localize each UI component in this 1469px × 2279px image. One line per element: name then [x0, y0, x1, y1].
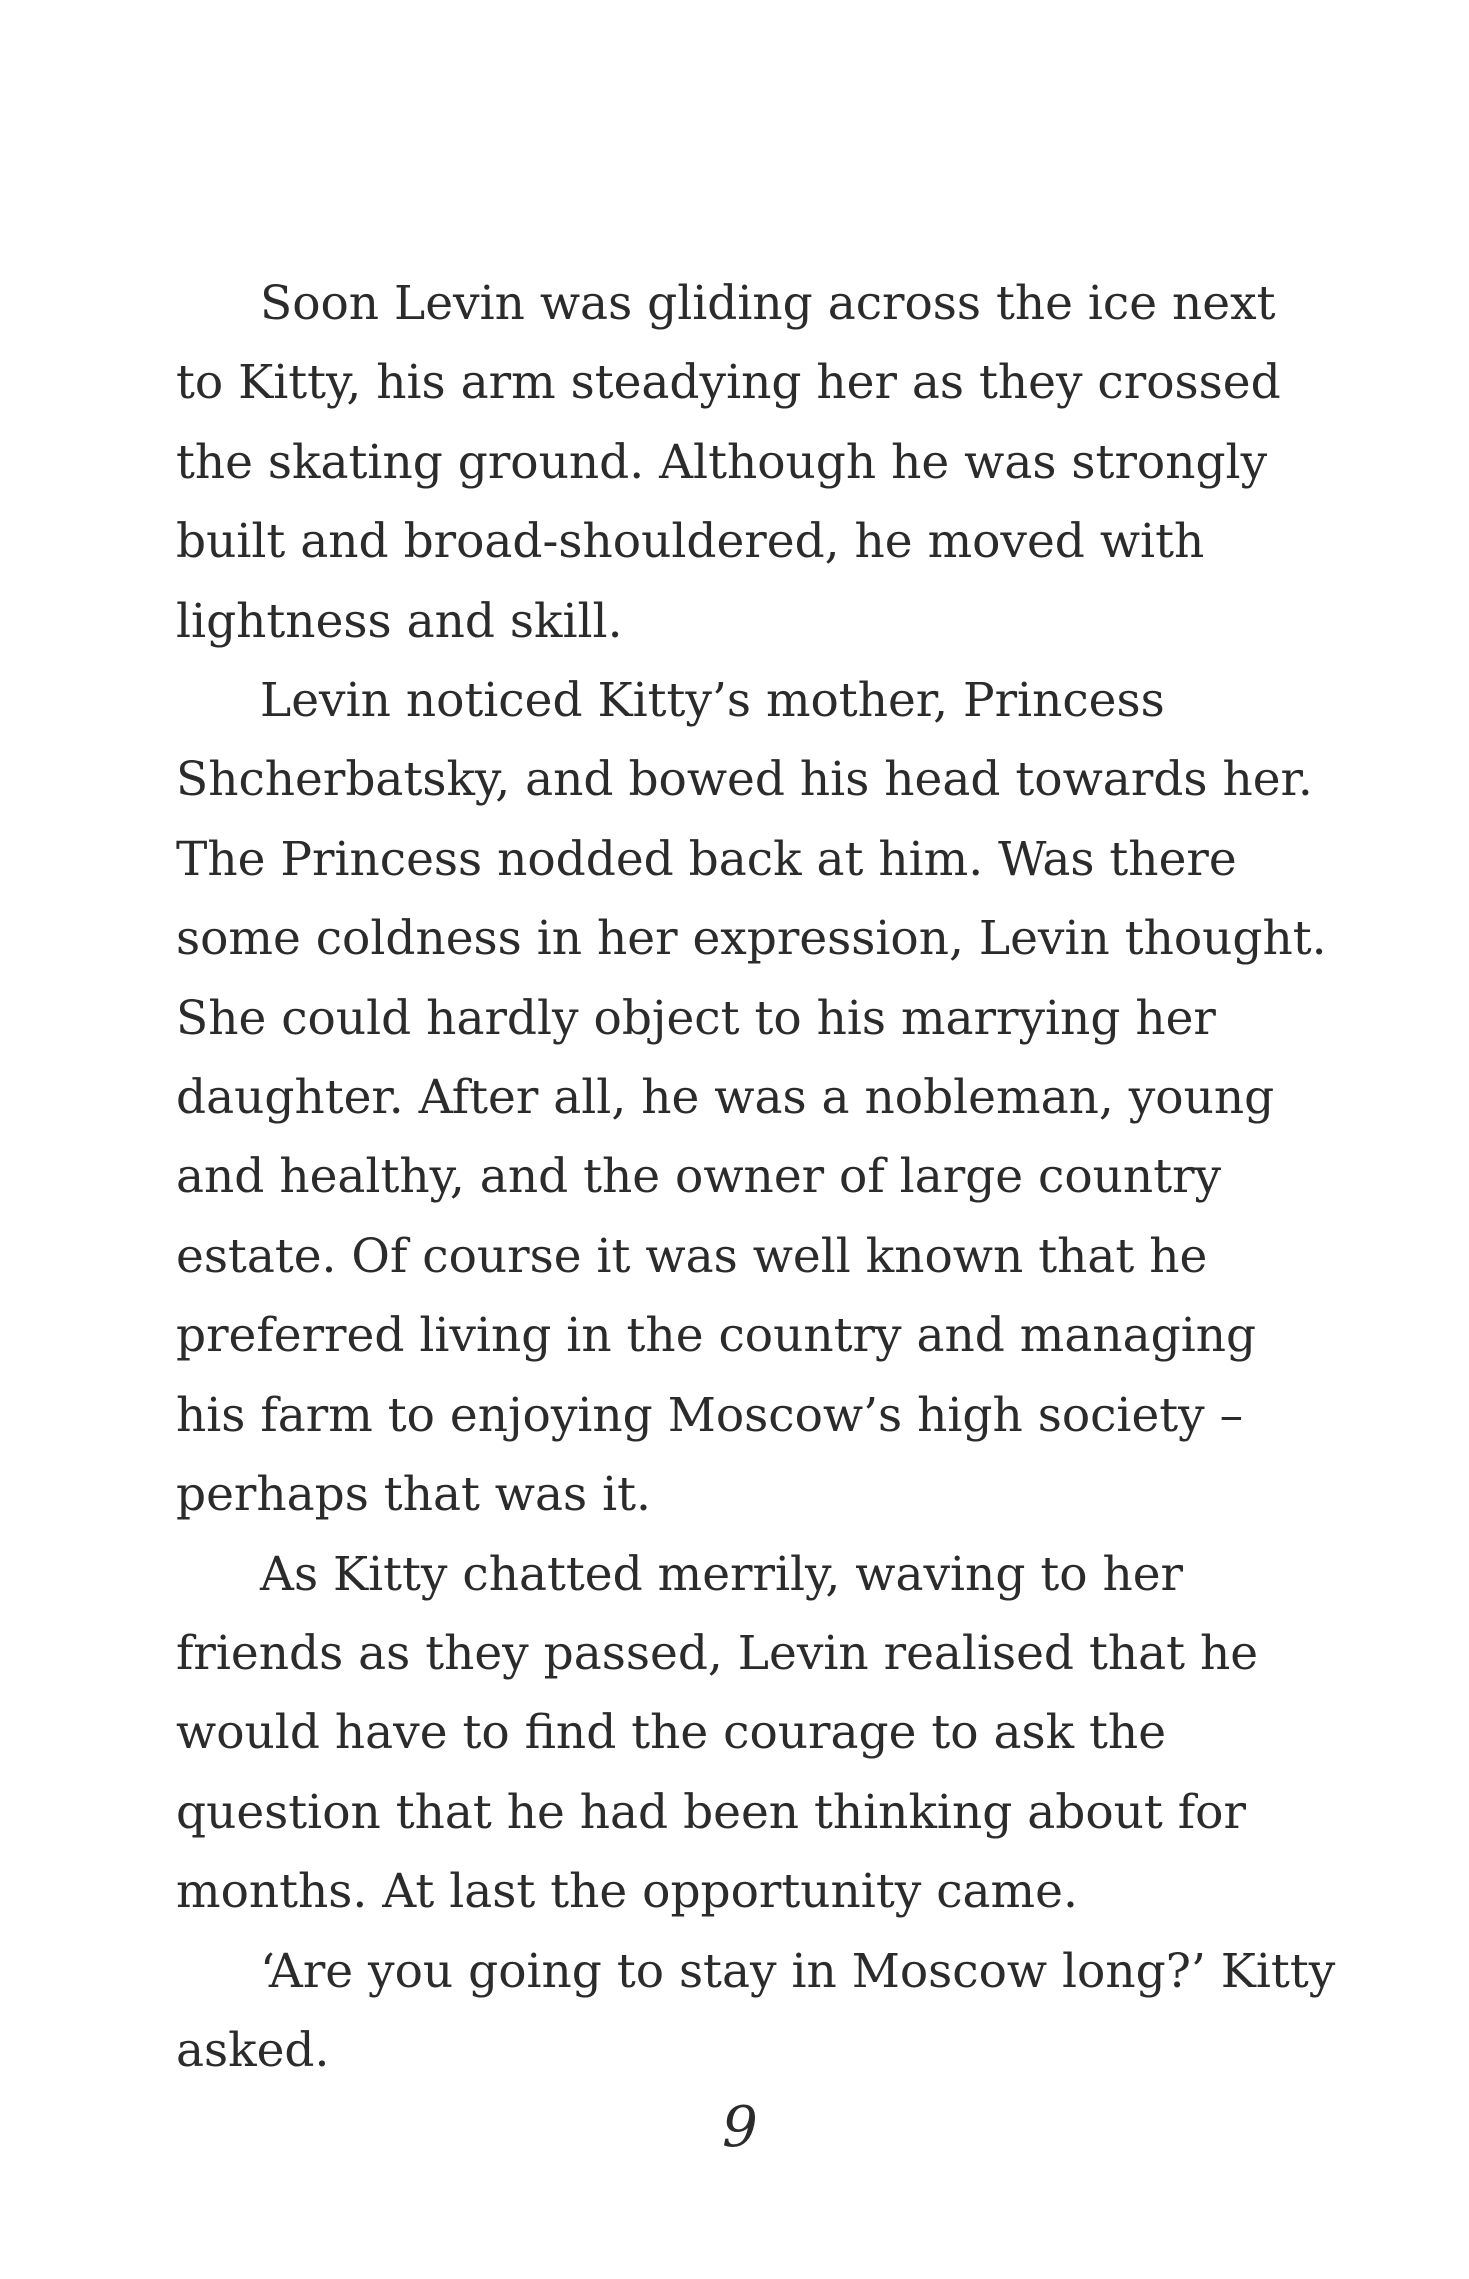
- page-number: 9: [722, 2095, 758, 2160]
- paragraph-4: ‘Are you going to stay in Moscow long?’ Kitty asked.: [176, 1943, 1336, 2078]
- paragraph-2: Levin noticed Kitty’s mother, Princess Shcherbatsky, and bowed his head towards her. The Princess nodded back at him. Was there some coldness in her expression, Levin thought. She could hardly object to his marrying her daughter. After all, he was a nobleman, young and healthy, and the owner of large country estate. Of course it was well known that he preferred living in the country and managing his farm to enjoying Moscow’s high society – perhaps that was it.: [176, 673, 1327, 1523]
- paragraph-3: As Kitty chatted merrily, waving to her friends as they passed, Levin realised that he would have to find the courage to ask the question that he had been thinking about for months. At last the opportunity came.: [176, 1546, 1259, 1920]
- paragraph-1: Soon Levin was gliding across the ice next to Kitty, his arm steadying her as they crossed the skating ground. Although he was strongly built and broad-shouldered, he moved with lightness and skill.: [176, 276, 1281, 649]
- body-text: [176, 264, 1336, 2090]
